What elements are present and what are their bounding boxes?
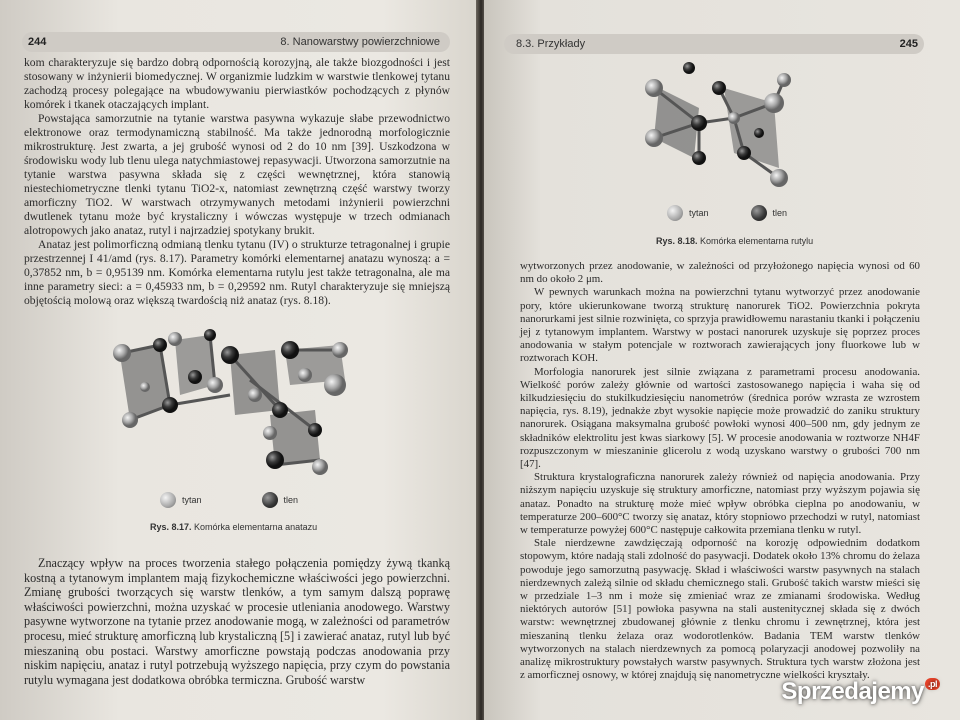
- oxygen-atom: [153, 338, 167, 352]
- titanium-atom: [113, 344, 131, 362]
- legend: [667, 205, 787, 221]
- titanium-atom: [332, 342, 348, 358]
- oxygen-legend-swatch: [751, 205, 767, 221]
- paragraph: kom charakteryzuje się bardzo dobrą odpornością korozyjną, ale także biozgodności i jest stosowany w inżynierii biomedycznej. W organizmie ludzkim w warstwie tlenkowej tytanu zachodzą procesy polegające na wbudowywaniu pierwiastków pochodzących z płynów komórek i tkanek otaczających implant.: [24, 56, 450, 111]
- running-head-bar: [504, 34, 924, 54]
- page-number: 245: [899, 38, 918, 50]
- oxygen-atom: [162, 397, 178, 413]
- anatase-unit-cell-figure: [100, 325, 360, 475]
- running-head-bar: [22, 32, 450, 52]
- titanium-atom: [122, 412, 138, 428]
- figure-caption: [656, 236, 813, 246]
- caption-label: Rys. 8.17.: [150, 522, 192, 532]
- right-page: [484, 0, 960, 720]
- left-page: [0, 0, 478, 720]
- watermark-brand: Sprzedajemy: [781, 678, 924, 705]
- titanium-atom: [168, 332, 182, 346]
- titanium-atom: [298, 368, 312, 382]
- titanium-atom: [728, 112, 740, 124]
- oxygen-atom: [281, 341, 299, 359]
- legend-label-oxygen: tlen: [283, 495, 299, 505]
- oxygen-atom: [272, 402, 288, 418]
- titanium-atom: [207, 377, 223, 393]
- paragraph: Znaczący wpływ na proces tworzenia stałego połączenia pomiędzy żywą tkanką kostną a tytanowym implantem mają fizykochemiczne właściwości jego powierzchni. Zmianę grubości tworzących się warstw tlenków, a tym samym dalszą poprawę właściwości powierzchni, można uzyskać w procesie utleniania anodowego. Warstwy pasywne wytworzone na tytanie przez anodowanie mogą, w zależności od parametrów procesu, mieć strukturę amorficzną lub krystaliczną [5] i zawierać anataz, rutyl lub być mieszaniną obu postaci. Warstwy amorficzne powstają podczas anodowania przy niskim napięciu, anataz i rutyl potrzebują wyższego napięcia, przy czym do powstania rutylu wymagana jest dodatkowa obróbka termiczna. Grubość warstw: [24, 556, 450, 687]
- paragraph: Stale nierdzewne zawdzięczają odporność na korozję odpowiednim dodatkom stopowym, które nadają stali zdolność do pasywacji. Dodatek około 13% chromu do żelaza powoduje jego samorzutną pasywację. Skład i właściwości warstw pasywnych na stalach nierdzewnych zależą silnie od składu chemicznego stali. Grubość takich warstw mieści się w przedziale 1–3 nm i może się zmieniać wraz ze zmianami środowiska. Według niektórych autorów [51] powłoka pasywna na stali austenitycznej składa się z dwóch warstw: wewnętrznej zbudowanej głównie z tlenku chromu i zewnętrznej, która jest mieszaniną tlenku żelaza oraz wodorotlenków. Badania TEM warstw tlenków wytworzonych na stalach nierdzewnych za pomocą polaryzacji anodowej pozwoliły na analizę mikrostruktury powstałych warstw pasywnych. Struktura tych warstw złożona jest z amorficznej osnowy, w której znajdują się nanometryczne wielkości kryształy.: [520, 537, 920, 682]
- titanium-atom: [645, 79, 663, 97]
- oxygen-legend-swatch: [262, 492, 278, 508]
- oxygen-atom: [712, 81, 726, 95]
- paragraph: Anataz jest polimorficzną odmianą tlenku tytanu (IV) o strukturze tetragonalnej i grupie przestrzennej I 41/amd (rys. 8.17). Parametry komórki elementarnej anatazu wynoszą: a = 0,37852 nm, b = 0,95139 nm. Komórka elementarna rutylu jest także tetragonalna, ale ma inne parametry sieci: a = 0,45933 nm, b = 0,29592 nm. Rutyl charakteryzuje się mniejszą objętością molową oraz większą twardością niż anataz (rys. 8.18).: [24, 238, 450, 307]
- paragraph: W pewnych warunkach można na powierzchni tytanu wytworzyć przez anodowanie pory, które ukierunkowane tworzą strukturę nanorurek TiO2. Powierzchnia pokryta nanorurkami jest silnie rozwinięta, co sprzyja prawidłowemu narastaniu tkanki i połączeniu jej z tytanowym implantem. Warstwy w postaci nanorurek uzyskuje się poprzez proces anodowania w stałym potencjale w roztworach zawierających jony fluorkowe lub w roztworach KOH.: [520, 286, 920, 365]
- oxygen-atom: [691, 115, 707, 131]
- paragraph: Powstająca samorzutnie na tytanie warstwa pasywna wykazuje słabe przewodnictwo elektronowe oraz termodynamiczną stabilność. Ma także jednorodną morfologicznie mikrostrukturę. Jest zwarta, a jej grubość wynosi od 2 do 10 nm [39]. Uszkodzona w środowisku wody lub tlenu ulega natychmiastowej repasywacji. Utworzona samorzutnie na tytanie warstwa pasywna składa się z części wewnętrznej, która stanowią niestechiometryczne tlenki tytanu TiO2-x, natomiast zewnętrzną część warstwy tworzy amorficzny TiO2. W warstwach otrzymywanych metodami inżynierii powierzchni dwutlenek tytanu może być krystaliczny i wówczas występuje w trzech odmianach alotropowych jako anataz, rutyl i najrzadziej spotykany brukit.: [24, 112, 450, 237]
- titanium-atom: [645, 129, 663, 147]
- legend-label-titanium: tytan: [182, 495, 202, 505]
- titanium-atom: [324, 374, 346, 396]
- oxygen-atom: [204, 329, 216, 341]
- caption-label: Rys. 8.18.: [656, 236, 698, 246]
- oxygen-atom: [754, 128, 764, 138]
- body-text-top: [24, 56, 450, 308]
- legend-label-titanium: tytan: [689, 208, 709, 218]
- titanium-atom: [770, 169, 788, 187]
- titanium-legend-swatch: [667, 205, 683, 221]
- oxygen-atom: [188, 370, 202, 384]
- rutile-unit-cell-figure: [639, 58, 819, 198]
- titanium-atom: [777, 73, 791, 87]
- titanium-atom: [140, 382, 150, 392]
- oxygen-atom: [221, 346, 239, 364]
- body-text: [520, 260, 920, 683]
- titanium-atom: [312, 459, 328, 475]
- figure-caption: [150, 522, 317, 532]
- oxygen-atom: [683, 62, 695, 74]
- caption-text: Komórka elementarna anatazu: [194, 522, 318, 532]
- paragraph: Struktura krystalograficzna nanorurek zależy również od napięcia anodowania. Przy niższym napięciu uzyskuje się struktury amorficzne, natomiast przy wyższym pojawia się anataz. Ponadto na strukturę może mieć wpływ obróbka cieplna po anodowaniu, w temperaturze 200–600°C tworzy się anataz, który stopniowo przechodzi w rutyl, natomiast w temperaturze powyżej 600°C następuje całkowita przemiana tlenku w rutyl.: [520, 471, 920, 537]
- page-number: 244: [28, 36, 47, 48]
- legend: [160, 492, 298, 508]
- caption-text: Komórka elementarna rutylu: [700, 236, 814, 246]
- running-head: 8.3. Przykłady: [516, 38, 586, 50]
- titanium-atom: [248, 388, 262, 402]
- oxygen-atom: [692, 151, 706, 165]
- oxygen-atom: [308, 423, 322, 437]
- titanium-atom: [764, 93, 784, 113]
- running-head: 8. Nanowarstwy powierzchniowe: [280, 36, 440, 48]
- watermark-tld: .pl: [925, 678, 940, 690]
- paragraph: wytworzonych przez anodowanie, w zależności od przyłożonego napięcia wynosi od 60 nm do około 2 μm.: [520, 260, 920, 286]
- oxygen-atom: [737, 146, 751, 160]
- titanium-legend-swatch: [160, 492, 176, 508]
- watermark-logo: [781, 678, 940, 706]
- legend-label-oxygen: tlen: [772, 208, 788, 218]
- body-text-bottom: [24, 556, 450, 687]
- oxygen-atom: [266, 451, 284, 469]
- titanium-atom: [263, 426, 277, 440]
- paragraph: Morfologia nanorurek jest silnie związana z parametrami procesu anodowania. Wielkość porów zależy głównie od wartości zastosowanego napięcia i waha się od kilkudziesięciu do stukilkudziesięciu nanometrów (średnica porów wzrasta ze wzrostem napięcia, rys. 8.19), jednakże zbyt wysokie napięcie może prowadzić do zaniku struktury nanorurek. Osiągana maksymalna grubość powłoki wynosi 400–500 nm, gdy jednym ze składników elektrolitu jest kwas siarkowy [5]. W procesie anodowania w roztworze NH4F rozpuszczonym w mieszaninie glicerolu z wodą uzyskano warstwy o grubości 700 nm [47].: [520, 365, 920, 471]
